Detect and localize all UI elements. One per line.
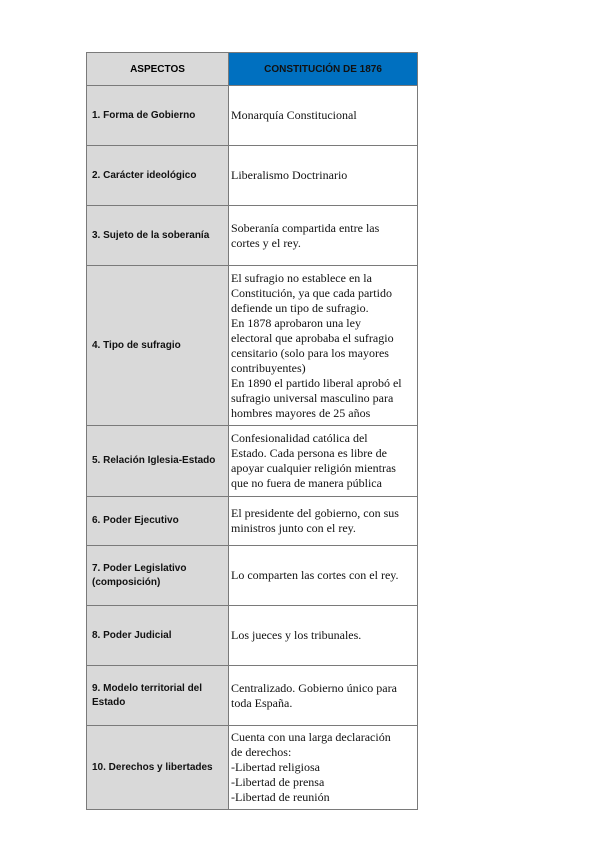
value-line: -Libertad de prensa — [231, 775, 325, 789]
value-line: toda España. — [231, 695, 293, 710]
value-line: contribuyentes) — [231, 360, 306, 375]
table-row — [87, 726, 418, 810]
value-line: Soberanía compartida entre las — [231, 220, 380, 235]
table-row — [87, 606, 418, 666]
table-row — [87, 206, 418, 266]
value-line: El sufragio no establece en la — [231, 270, 372, 285]
value-line: hombres mayores de 25 años — [231, 405, 371, 420]
value-line: Confesionalidad católica del — [231, 431, 368, 445]
table-row — [87, 146, 418, 206]
constitution-value — [229, 146, 418, 206]
aspect-label: 2. Carácter ideológico — [87, 146, 229, 206]
table-row — [87, 497, 418, 546]
value-line: En 1878 aprobaron una ley — [231, 315, 361, 330]
aspect-label: 9. Modelo territorial del Estado — [87, 666, 229, 726]
value-line: Cuenta con una larga declaración — [231, 730, 391, 744]
value-line: ministros junto con el rey. — [231, 521, 356, 535]
aspect-label: 5. Relación Iglesia-Estado — [87, 426, 229, 497]
aspect-label: 10. Derechos y libertades — [87, 726, 229, 810]
value-line: Estado. Cada persona es libre de — [231, 446, 387, 460]
value-line: Centralizado. Gobierno único para — [231, 680, 397, 695]
value-line: censitario (solo para los mayores — [231, 345, 389, 360]
header-aspects: ASPECTOS — [87, 53, 229, 86]
table-row — [87, 266, 418, 426]
constitution-value — [229, 726, 418, 810]
value-line: Lo comparten las cortes con el rey. — [231, 568, 399, 582]
table-row — [87, 426, 418, 497]
value-line: El presidente del gobierno, con sus — [231, 506, 399, 520]
table-body — [87, 86, 418, 810]
constitution-value — [229, 666, 418, 726]
constitution-value — [229, 86, 418, 146]
constitution-value — [229, 497, 418, 546]
aspect-label: 3. Sujeto de la soberanía — [87, 206, 229, 266]
constitution-value — [229, 266, 418, 426]
aspect-label: 4. Tipo de sufragio — [87, 266, 229, 426]
aspect-label: 6. Poder Ejecutivo — [87, 497, 229, 546]
value-line: Monarquía Constitucional — [231, 108, 357, 122]
value-line: -Libertad religiosa — [231, 760, 320, 774]
value-line: cortes y el rey. — [231, 235, 301, 250]
value-line: En 1890 el partido liberal aprobó el — [231, 375, 402, 390]
aspect-label: 1. Forma de Gobierno — [87, 86, 229, 146]
value-line: Los jueces y los tribunales. — [231, 628, 362, 642]
value-line: de derechos: — [231, 745, 292, 759]
value-line: defiende un tipo de sufragio. — [231, 300, 369, 315]
table-row — [87, 86, 418, 146]
constitution-value — [229, 606, 418, 666]
constitution-table — [86, 52, 418, 810]
value-line: Constitución, ya que cada partido — [231, 285, 392, 300]
value-line: apoyar cualquier religión mientras — [231, 461, 396, 475]
table-header-row — [87, 53, 418, 86]
table-row — [87, 546, 418, 606]
aspect-label: 7. Poder Legislativo (composición) — [87, 546, 229, 606]
table-row — [87, 666, 418, 726]
value-line: Liberalismo Doctrinario — [231, 168, 348, 182]
aspect-label: 8. Poder Judicial — [87, 606, 229, 666]
value-line: sufragio universal masculino para — [231, 390, 394, 405]
value-line: -Libertad de reunión — [231, 790, 330, 804]
constitution-value — [229, 546, 418, 606]
constitution-value — [229, 206, 418, 266]
value-line: que no fuera de manera pública — [231, 476, 382, 490]
value-line: electoral que aprobaba el sufragio — [231, 330, 394, 345]
header-constitution-1876: CONSTITUCIÓN DE 1876 — [229, 53, 418, 86]
constitution-value — [229, 426, 418, 497]
